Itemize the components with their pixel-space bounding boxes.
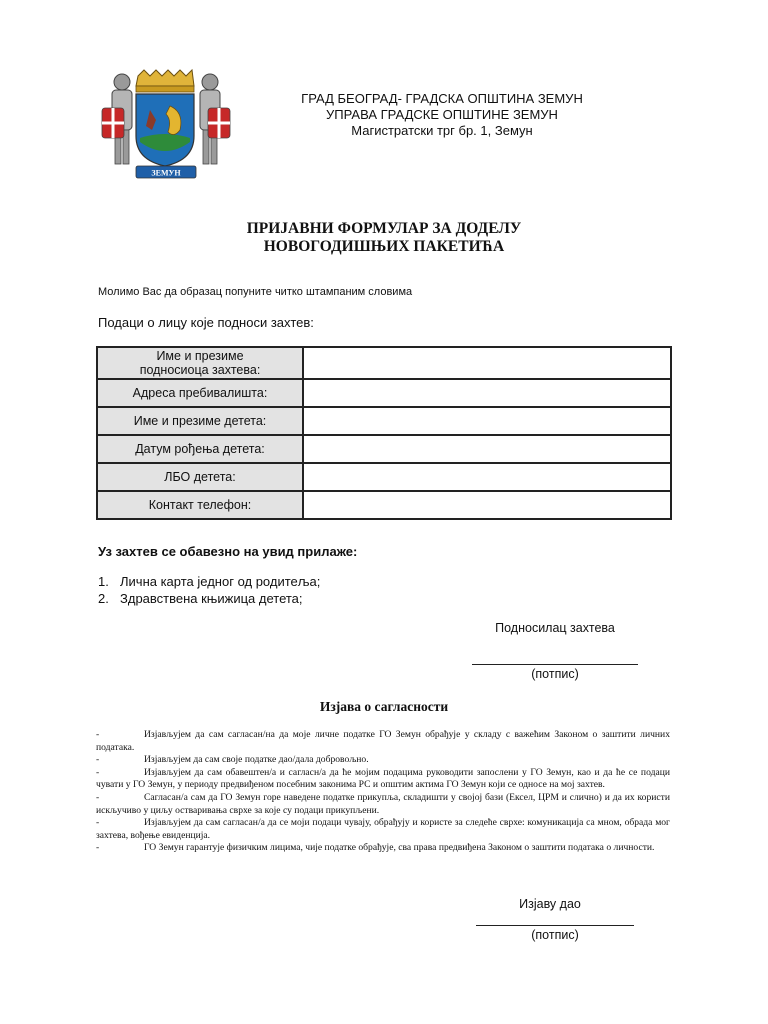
header-line-1: ГРАД БЕОГРАД- ГРАДСКА ОПШТИНА ЗЕМУН	[301, 91, 583, 106]
bullet: -	[96, 817, 100, 829]
child-name-field[interactable]	[303, 407, 671, 435]
form-label-line: Име и презиме	[156, 349, 244, 363]
bullet: -	[96, 754, 100, 766]
bullet: -	[96, 791, 100, 803]
applicant-signature-line[interactable]	[472, 664, 638, 665]
consent-item-text: Изјављујем да сам сагласан/а да се моји подаци чувају, обрађују и користе за следеће сврхе: комуникација са мном, обрада мог захтева, вођење евиденција.	[96, 817, 670, 841]
attachment-text: Здравствена књижица детета;	[120, 591, 303, 606]
form-row	[97, 379, 671, 407]
child-birthdate-field[interactable]	[303, 435, 671, 463]
child-lbo-field[interactable]	[303, 463, 671, 491]
consent-item	[96, 817, 670, 842]
form-label: Контакт телефон:	[97, 491, 303, 519]
declarant-signature-sublabel: (потпис)	[531, 928, 579, 942]
form-label: Име и презиме детета:	[97, 407, 303, 435]
consent-item-text: Изјављујем да сам сагласан/на да моје личне податке ГО Земун обрађује у складу с важећим Законом о заштити личних података.	[96, 729, 670, 753]
consent-item-text: Изјављујем да сам своје податке дао/дала добровољно.	[144, 754, 369, 766]
applicant-signature-caption: Подносилац захтева	[495, 621, 615, 635]
form-label: ЛБО детета:	[97, 463, 303, 491]
form-label-line: подносиоца захтева:	[139, 363, 261, 377]
bullet: -	[96, 842, 100, 854]
attachments-heading: Уз захтев се обавезно на увид прилаже:	[98, 544, 358, 559]
consent-item	[96, 754, 670, 767]
consent-text-block	[96, 729, 670, 855]
consent-item	[96, 767, 670, 792]
list-number: 2.	[98, 591, 109, 606]
consent-item-text: ГО Земун гарантује физичким лицима, чије податке обрађује, сва права предвиђена Законом о заштити података о личности.	[144, 842, 655, 854]
consent-item	[96, 792, 670, 817]
form-row	[97, 491, 671, 519]
applicant-heading: Подаци о лицу које подноси захтев:	[98, 315, 314, 330]
form-row	[97, 347, 671, 379]
coat-of-arms-logo	[100, 68, 232, 180]
consent-item	[96, 729, 670, 754]
left-knight-icon	[102, 74, 132, 164]
consent-title: Изјава о сагласности	[319, 699, 449, 714]
bullet: -	[96, 766, 100, 778]
attachment-item	[98, 591, 303, 607]
form-label	[97, 347, 303, 379]
consent-item-text: Изјављујем да сам обавештен/а и сагласн/а да ће мојим подацима руководити запослени у ГО Земун, као и да ће се подаци чувати у ГО Земун, у периоду предвиђеном посебним законима РС и општим актима ГО Земун који се односе на мој захтев.	[96, 766, 670, 791]
attachment-item	[98, 574, 320, 590]
declarant-signature-line[interactable]	[476, 925, 634, 926]
instruction-text: Молимо Вас да образац попуните читко штампаним словима	[98, 286, 413, 298]
crest-label: ЗЕМУН	[151, 168, 181, 178]
form-title-line-2: НОВОГОДИШЊИХ ПАКЕТИЋА	[263, 238, 505, 255]
header-line-3: Магистратски трг бр. 1, Земун	[351, 123, 533, 138]
form-row	[97, 435, 671, 463]
applicant-form-table	[96, 346, 672, 520]
form-label: Адреса пребивалишта:	[97, 379, 303, 407]
form-row	[97, 463, 671, 491]
address-field[interactable]	[303, 379, 671, 407]
declarant-signature-caption: Изјаву дао	[519, 897, 581, 911]
form-label: Датум рођења детета:	[97, 435, 303, 463]
header-line-2: УПРАВА ГРАДСКЕ ОПШТИНЕ ЗЕМУН	[326, 107, 558, 122]
form-row	[97, 407, 671, 435]
attachment-text: Лична карта једног од родитеља;	[120, 574, 321, 589]
right-knight-icon	[200, 74, 230, 164]
applicant-signature-sublabel: (потпис)	[531, 667, 579, 681]
bullet: -	[96, 729, 100, 740]
list-number: 1.	[98, 574, 109, 589]
consent-item	[96, 842, 670, 855]
form-title-line-1: ПРИЈАВНИ ФОРМУЛАР ЗА ДОДЕЛУ	[246, 220, 522, 237]
consent-item-text: Сагласан/а сам да ГО Земун горе наведене податке прикупља, складишти у својој бази (Ексел, ЦРМ и слично) и да их користи искључиво у циљу остваривања сврхе за које су подаци прикупљени.	[96, 791, 670, 816]
applicant-name-field[interactable]	[303, 347, 671, 379]
contact-phone-field[interactable]	[303, 491, 671, 519]
shield-icon	[136, 94, 194, 166]
crown-icon	[136, 70, 194, 92]
